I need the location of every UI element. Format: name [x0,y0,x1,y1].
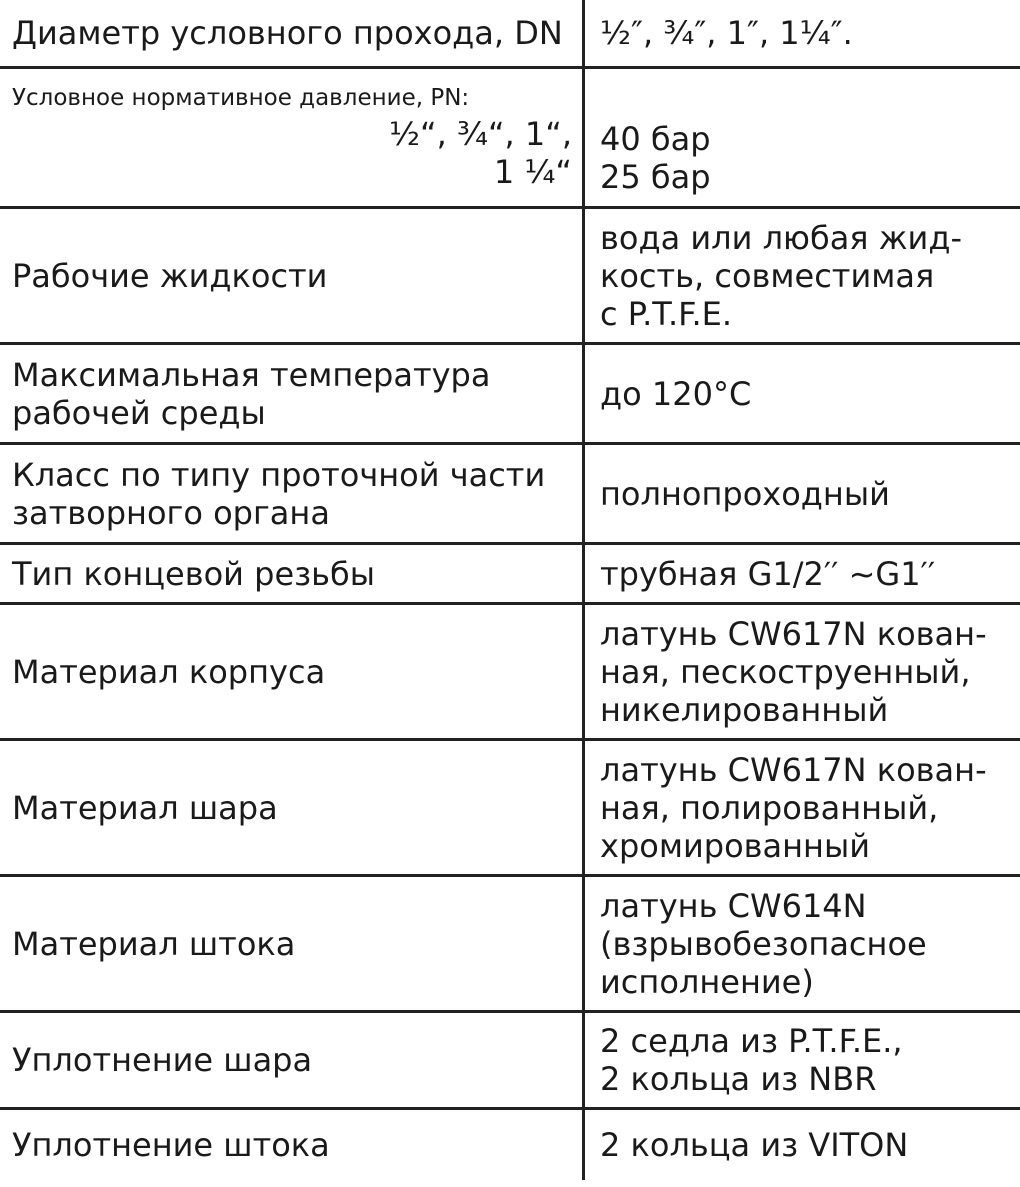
value-line: 40 бар [600,120,711,158]
label-title: Условное нормативное давление, PN: [12,85,470,111]
spec-value [600,741,1010,874]
label-size-line: 1 ¼“ [493,153,572,191]
spec-label [12,345,572,442]
spec-row-diameter [0,0,1020,69]
spec-value [600,877,1010,1010]
value-line: исполнение) [600,962,814,1001]
spec-value [600,605,1010,738]
value-line: полнопроходный [600,474,890,513]
value-line: никелированный [600,690,889,729]
value-line: латунь CW617N кован- [600,750,987,789]
label-line: Материал штока [12,924,296,963]
spec-label [12,545,572,602]
spec-value [600,345,1010,442]
spec-label [12,1013,572,1107]
spec-row-thread-type [0,545,1020,605]
spec-row-stem-material [0,877,1020,1013]
spec-value [600,445,1010,542]
value-line: ная, пескоструенный, [600,652,971,691]
value-line: латунь CW617N кован- [600,614,987,653]
spec-row-body-material [0,605,1020,741]
value-line: ная, полированный, [600,788,939,827]
spec-value [600,1013,1010,1107]
spec-value [600,1110,1010,1180]
spec-value [600,0,1010,66]
value-line: 2 седла из P.T.F.E., [600,1022,903,1060]
label-line: Тип концевой резьбы [12,554,376,593]
spec-value [600,69,1010,206]
spec-label [12,0,572,66]
value-line: хромированный [600,826,871,865]
value-line: 2 кольца из VITON [600,1126,909,1164]
label-line: рабочей среды [12,393,266,432]
value-line: латунь CW614N [600,886,867,925]
value-line: кость, совместимая [600,256,935,295]
spec-label [12,877,572,1010]
value-line: 2 кольца из NBR [600,1060,877,1098]
value-line: вода или любая жид- [600,218,963,257]
spec-label [12,741,572,874]
label-line: Уплотнение штока [12,1126,330,1164]
spec-row-stem-seal [0,1110,1020,1180]
label-line: Диаметр условного прохода, DN [12,14,563,52]
spec-value [600,209,1010,342]
spec-row-fluids [0,209,1020,345]
spec-value [600,545,1010,602]
spec-row-flow-class [0,445,1020,545]
spec-row-ball-material [0,741,1020,877]
column-divider [582,0,585,1180]
value-line: трубная G1/2′′ ~G1′′ [600,554,936,593]
spec-row-pressure [0,69,1020,209]
spec-label [12,1110,572,1180]
label-line: затворного органа [12,493,330,532]
spec-label [12,69,572,206]
label-line: Рабочие жидкости [12,256,328,295]
spec-label [12,445,572,542]
label-line: Уплотнение шара [12,1041,313,1079]
spec-label [12,209,572,342]
spec-label [12,605,572,738]
value-line: (взрывобезопасное [600,924,927,963]
value-line: ½″, ¾″, 1″, 1¼″. [600,14,853,52]
label-size-line: ½“, ¾“, 1“, [389,115,572,153]
value-line: 25 бар [600,158,711,196]
label-line: Класс по типу проточной части [12,455,546,494]
spec-row-ball-seal [0,1013,1020,1110]
label-line: Максимальная температура [12,355,491,394]
value-line: с P.T.F.E. [600,294,732,333]
spec-row-max-temperature [0,345,1020,445]
label-line: Материал корпуса [12,652,326,691]
value-line: до 120°C [600,374,752,413]
label-line: Материал шара [12,788,278,827]
